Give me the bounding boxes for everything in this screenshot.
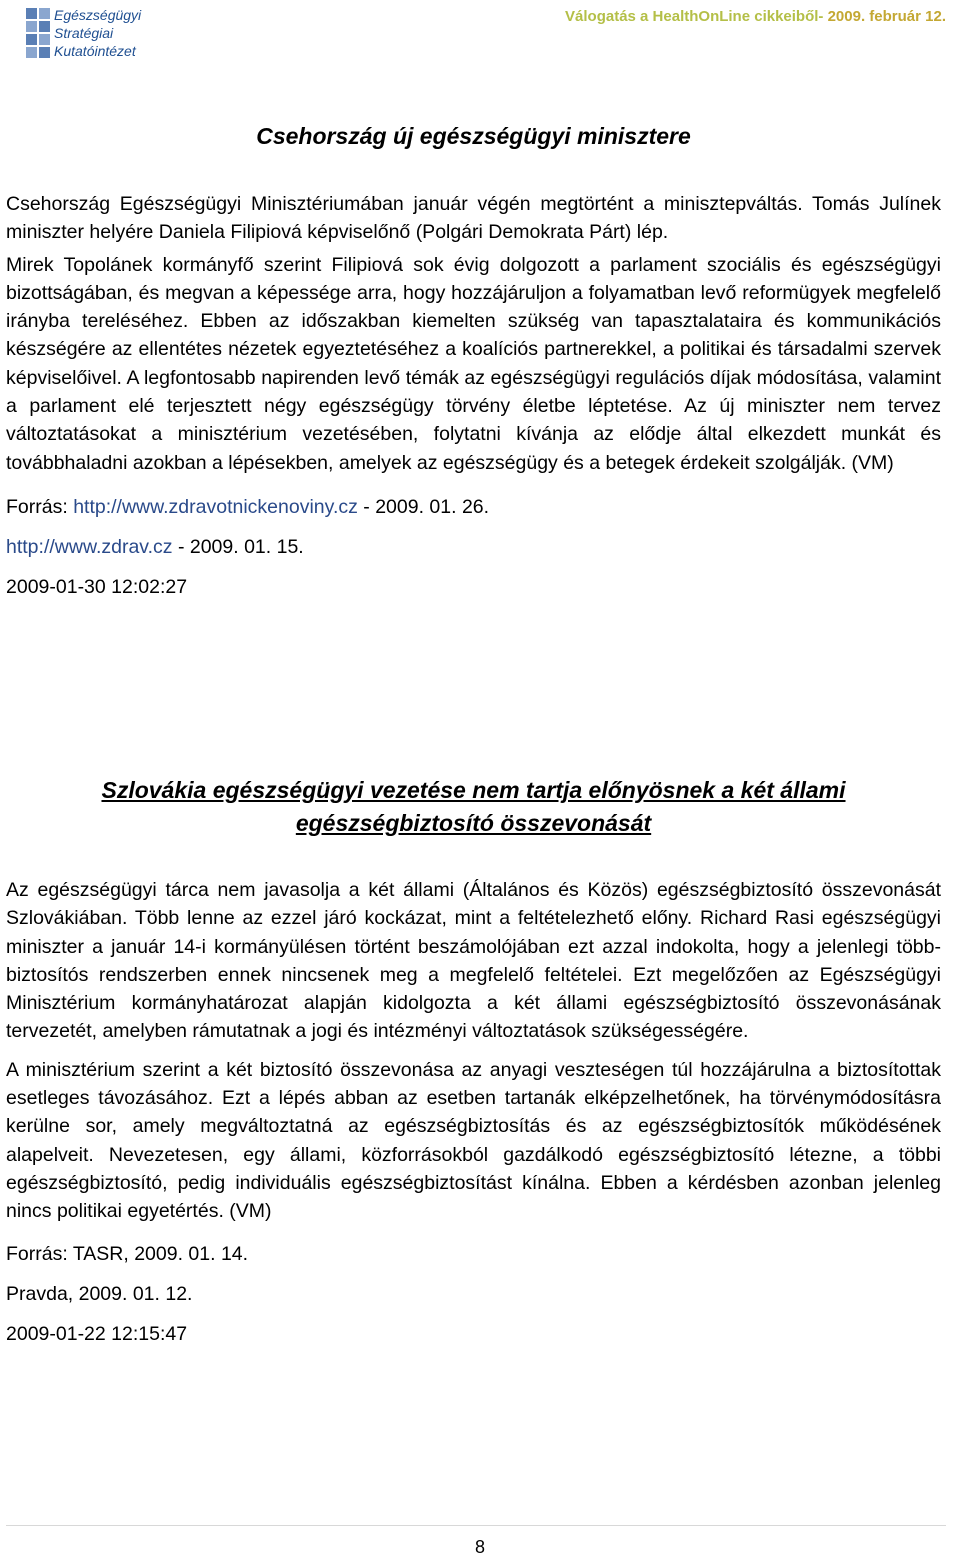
page-number: 8 (474, 1537, 485, 1557)
article-1-source-2 (6, 533, 941, 561)
logo-line-2: Stratégiai (54, 25, 114, 41)
source-link-2[interactable]: http://www.zdrav.cz (6, 535, 173, 558)
article-1-body (6, 190, 941, 601)
article-2-paragraph-1: Az egészségügyi tárca nem javasolja a két állami (Általános és Közös) egészségbiztosító összevonását Szlovákiában. Több lenne az ezzel járó kockázat, mint a feltételezhető előny. Richard Rasi egészségügyi miniszter a január 14-i kormányülésen történt beszámolójában ezt azzal indokolta, hogy a jelenlegi több-biztosítós rendszerben ennek nincsenek meg a megfelelő feltételei. Ezt megelőzően az Egészségügyi Minisztérium kormányhatározat alapján kidolgozta a két állami egészségbiztosító összevonásának tervezetét, amelyben rámutatnak a jogi és intézményi változtatások szükségességére. (6, 879, 941, 1043)
article-1-paragraph-1: Csehország Egészségügyi Minisztériumában január végén megtörtént a minisztерváltás. Tomás Julínek miniszter helyére Daniela Filipiová képviselőnő (Polgári Demokrata Párt) lép. (6, 193, 941, 244)
source-date-1: - 2009. 01. 26. (357, 495, 490, 518)
logo-line-3: Kutatóintézet (54, 43, 136, 59)
article-1 (6, 120, 941, 153)
article-2-title-line-2: egészségbiztosító összevonását (295, 810, 652, 836)
logo-line-1: Egészségügyi (54, 7, 142, 23)
article-2-title-line-1: Szlovákia egészségügyi vezetése nem tartja előnyösnek a két állami (101, 777, 846, 803)
source-link-1[interactable]: http://www.zdravotnickenoviny.cz (73, 495, 358, 518)
source-date-2: - 2009. 01. 15. (172, 535, 304, 558)
logo-squares-icon (26, 8, 52, 62)
header-date: 2009. február 12. (827, 8, 946, 25)
article-2-body (6, 876, 941, 1348)
article-1-timestamp: 2009-01-30 12:02:27 (6, 575, 188, 598)
article-2-source-1: Forrás: TASR, 2009. 01. 14. (6, 1242, 249, 1265)
article-2-timestamp: 2009-01-22 12:15:47 (6, 1322, 188, 1345)
article-2-paragraph-2: A minisztérium szerint a két biztosító összevonása az anyagi veszteségen túl hozzájárulna a biztosítottak esetleges távozásához. Ezt a lépés abban az esetben tartanák elképzelhetőnek, ha törvénymódosításra kerülne sor, amely megváltoztatná az egészségbiztosítás és az egészségbiztosítók működésének alapelveit. Nevezetesen, egy állami, közforrásokból gazdálkodó egészségbiztosító létezne, a többi egészségbiztosító, pedig individuális egészségbiztosítást kínálna. Ebben a kérdésben azonban jelenleg nincs politikai egyetértés. (VM) (6, 1058, 941, 1223)
article-2 (6, 774, 941, 840)
article-1-title: Csehország új egészségügyi minisztere (256, 123, 691, 149)
source-label: Forrás: (6, 495, 74, 518)
footer-divider (6, 1525, 946, 1526)
header-caption (565, 8, 946, 25)
article-1-source-1 (6, 493, 941, 521)
header-caption-text: Válogatás a HealthOnLine cikkeiből- (565, 8, 828, 25)
article-1-paragraph-2: Mirek Topolánek kormányfő szerint Filipiová sok évig dolgozott a parlament szociális és egészségügyi bizottságában, és megvan a képessége arra, hogy hozzájáruljon a folyamatban levő reformügyek megfelelő irányba tereléséhez. Ebben az időszakban kiemelten szükség van tapasztalataira és kommunikációs készségére az ellentétes nézetek egyeztetéséhez a koalíciós partnerekkel, a politikai és társadalmi szervek képviselőivel. A legfontosabb napirenden levő témák az egészségügyi regulációs díjak módosítása, valamint a parlament elé terjesztett négy egészségügy törvény életbe léptetése. Az új miniszter nem tervez változtatásokat a minisztérium vezetésében, folytatni kívánja az elődje által elkezdett munkát és továbbhaladni azokban a lépésekben, amelyek az egészségügy és a betegek érdekeit szolgálják. (VM) (6, 253, 941, 474)
article-2-source-2: Pravda, 2009. 01. 12. (6, 1282, 193, 1305)
institute-logo (26, 6, 176, 64)
